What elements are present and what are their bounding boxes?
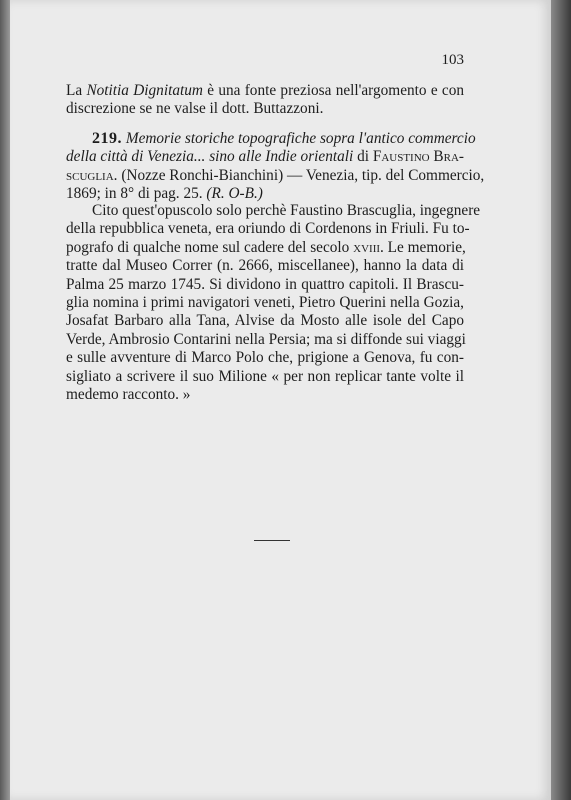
page-number: 103: [441, 52, 464, 68]
book-page: [10, 0, 551, 800]
body-line-5: Palma 25 marzo 1745. Si dividono in quattro capitoli. Il Brascu-: [66, 275, 464, 293]
bibliographic-entry: [66, 130, 485, 204]
body-line-8: Verde, Ambrosio Contarini nella Persia; ma si diffonde sui viaggi: [66, 330, 466, 348]
body-line-10: sigliato a scrivere il suo Milione « per non replicar tante volte il: [66, 367, 464, 385]
intro-line-2: discrezione se ne valse il dott. Buttazzoni.: [66, 100, 324, 118]
notitia-title: Notitia Dignitatum: [86, 82, 203, 99]
body-line-4: tratte dal Museo Correr (n. 2666, miscellanee), hanno la data di: [66, 257, 464, 275]
body-line-11: medemo racconto. »: [66, 386, 191, 404]
section-divider-rule: [254, 540, 290, 541]
entry-number: 219.: [92, 130, 122, 147]
body-line-7: Josafat Barbaro alla Tana, Alvise da Mosto alle isole del Capo: [66, 312, 464, 330]
entry-line-1: 219. Memorie storiche topografiche sopra l'antico commercio: [92, 130, 476, 147]
intro-paragraph: [66, 82, 464, 119]
body-line-3: pografo di qualche nome sul cadere del secolo xviii. Le memorie,: [66, 238, 466, 256]
body-line-2: della repubblica veneta, era oriundo di Cordenons in Friuli. Fu to-: [66, 220, 470, 238]
entry-line-4: 1869; in 8° di pag. 25. (R. O-B.): [66, 185, 263, 203]
entry-line-3: scuglia. (Nozze Ronchi-Bianchini) — Venezia, tip. del Commercio,: [66, 166, 485, 184]
intro-line-1: La Notitia Dignitatum è una fonte preziosa nell'argomento e con: [66, 82, 465, 99]
entry-line-2: della città di Venezia... sino alle Indie orientali di Faustino Bra-: [66, 148, 465, 166]
century-numeral: xviii: [353, 238, 381, 256]
page-right-edge: [551, 0, 571, 800]
reviewer-initials: (R. O-B.): [206, 185, 263, 203]
page-left-edge: [0, 0, 10, 800]
author-name: Faustino Bra-: [372, 148, 465, 166]
body-line-6: glia nomina i primi navigatori veneti, Pietro Querini nella Gozia,: [66, 294, 464, 312]
body-line-1: Cito quest'opuscolo solo perchè Faustino Brascuglia, ingegnere: [92, 202, 481, 219]
body-line-9: e sulle avventure di Marco Polo che, prigione a Genova, fu con-: [66, 349, 464, 367]
body-paragraph: [66, 202, 481, 404]
